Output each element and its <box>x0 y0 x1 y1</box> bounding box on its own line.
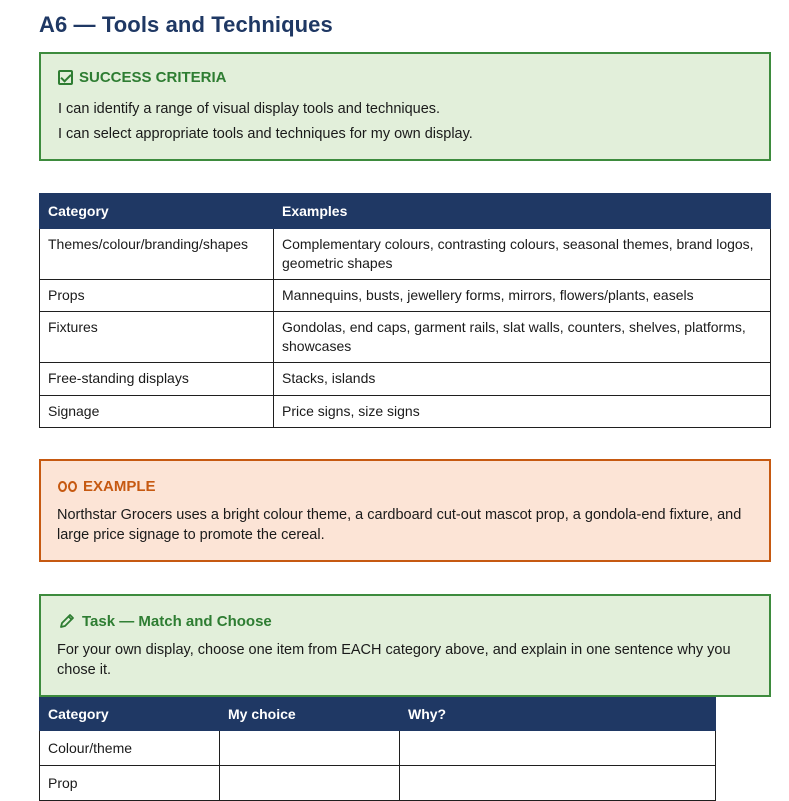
category-cell: Fixtures <box>40 312 274 363</box>
category-cell: Colour/theme <box>40 731 220 766</box>
table-row <box>40 731 716 766</box>
example-text: Northstar Grocers uses a bright colour theme, a cardboard cut-out mascot prop, a gondola-end fixture, and large price signage to promote the cereal. <box>57 507 742 543</box>
table-row <box>40 229 771 280</box>
column-header-my-choice: My choice <box>220 698 400 731</box>
table-header-row <box>40 194 771 229</box>
my-choice-cell[interactable] <box>220 731 400 766</box>
category-cell: Signage <box>40 396 274 428</box>
example-heading: EXAMPLE <box>83 478 156 495</box>
success-criteria-line: I can identify a range of visual display tools and techniques. <box>58 101 441 117</box>
success-criteria-header <box>58 69 227 86</box>
column-header-category: Category <box>40 194 274 229</box>
examples-cell: Gondolas, end caps, garment rails, slat walls, counters, shelves, platforms, showcases <box>274 312 771 363</box>
success-criteria-heading: SUCCESS CRITERIA <box>79 69 227 86</box>
examples-cell: Complementary colours, contrasting colours, seasonal themes, brand logos, geometric shapes <box>274 229 771 280</box>
task-text: For your own display, choose one item from EACH category above, and explain in one sentence why you chose it. <box>57 642 731 678</box>
task-heading: Task — Match and Choose <box>82 612 272 630</box>
category-cell: Props <box>40 280 274 312</box>
column-header-examples: Examples <box>274 194 771 229</box>
category-cell: Themes/colour/branding/shapes <box>40 229 274 280</box>
table-row <box>40 312 771 363</box>
quote-icon <box>58 481 77 492</box>
table-row <box>40 363 771 396</box>
why-cell[interactable] <box>400 731 716 766</box>
category-examples-table <box>39 193 771 428</box>
table-row <box>40 280 771 312</box>
my-choice-cell[interactable] <box>220 766 400 801</box>
pencil-icon <box>58 612 76 630</box>
examples-cell: Mannequins, busts, jewellery forms, mirrors, flowers/plants, easels <box>274 280 771 312</box>
table-row <box>40 396 771 428</box>
example-header <box>58 478 156 495</box>
category-cell: Free-standing displays <box>40 363 274 396</box>
column-header-why: Why? <box>400 698 716 731</box>
examples-cell: Price signs, size signs <box>274 396 771 428</box>
page-title: A6 — Tools and Techniques <box>39 12 333 37</box>
why-cell[interactable] <box>400 766 716 801</box>
column-header-category: Category <box>40 698 220 731</box>
success-criteria-line: I can select appropriate tools and techniques for my own display. <box>58 126 473 142</box>
category-cell: Prop <box>40 766 220 801</box>
table-row <box>40 766 716 801</box>
examples-cell: Stacks, islands <box>274 363 771 396</box>
success-criteria-box <box>39 52 771 161</box>
table-header-row <box>40 698 716 731</box>
task-box <box>39 594 771 697</box>
checkbox-icon <box>58 70 73 85</box>
choice-table <box>39 697 716 801</box>
task-header <box>58 612 272 630</box>
example-box <box>39 459 771 562</box>
